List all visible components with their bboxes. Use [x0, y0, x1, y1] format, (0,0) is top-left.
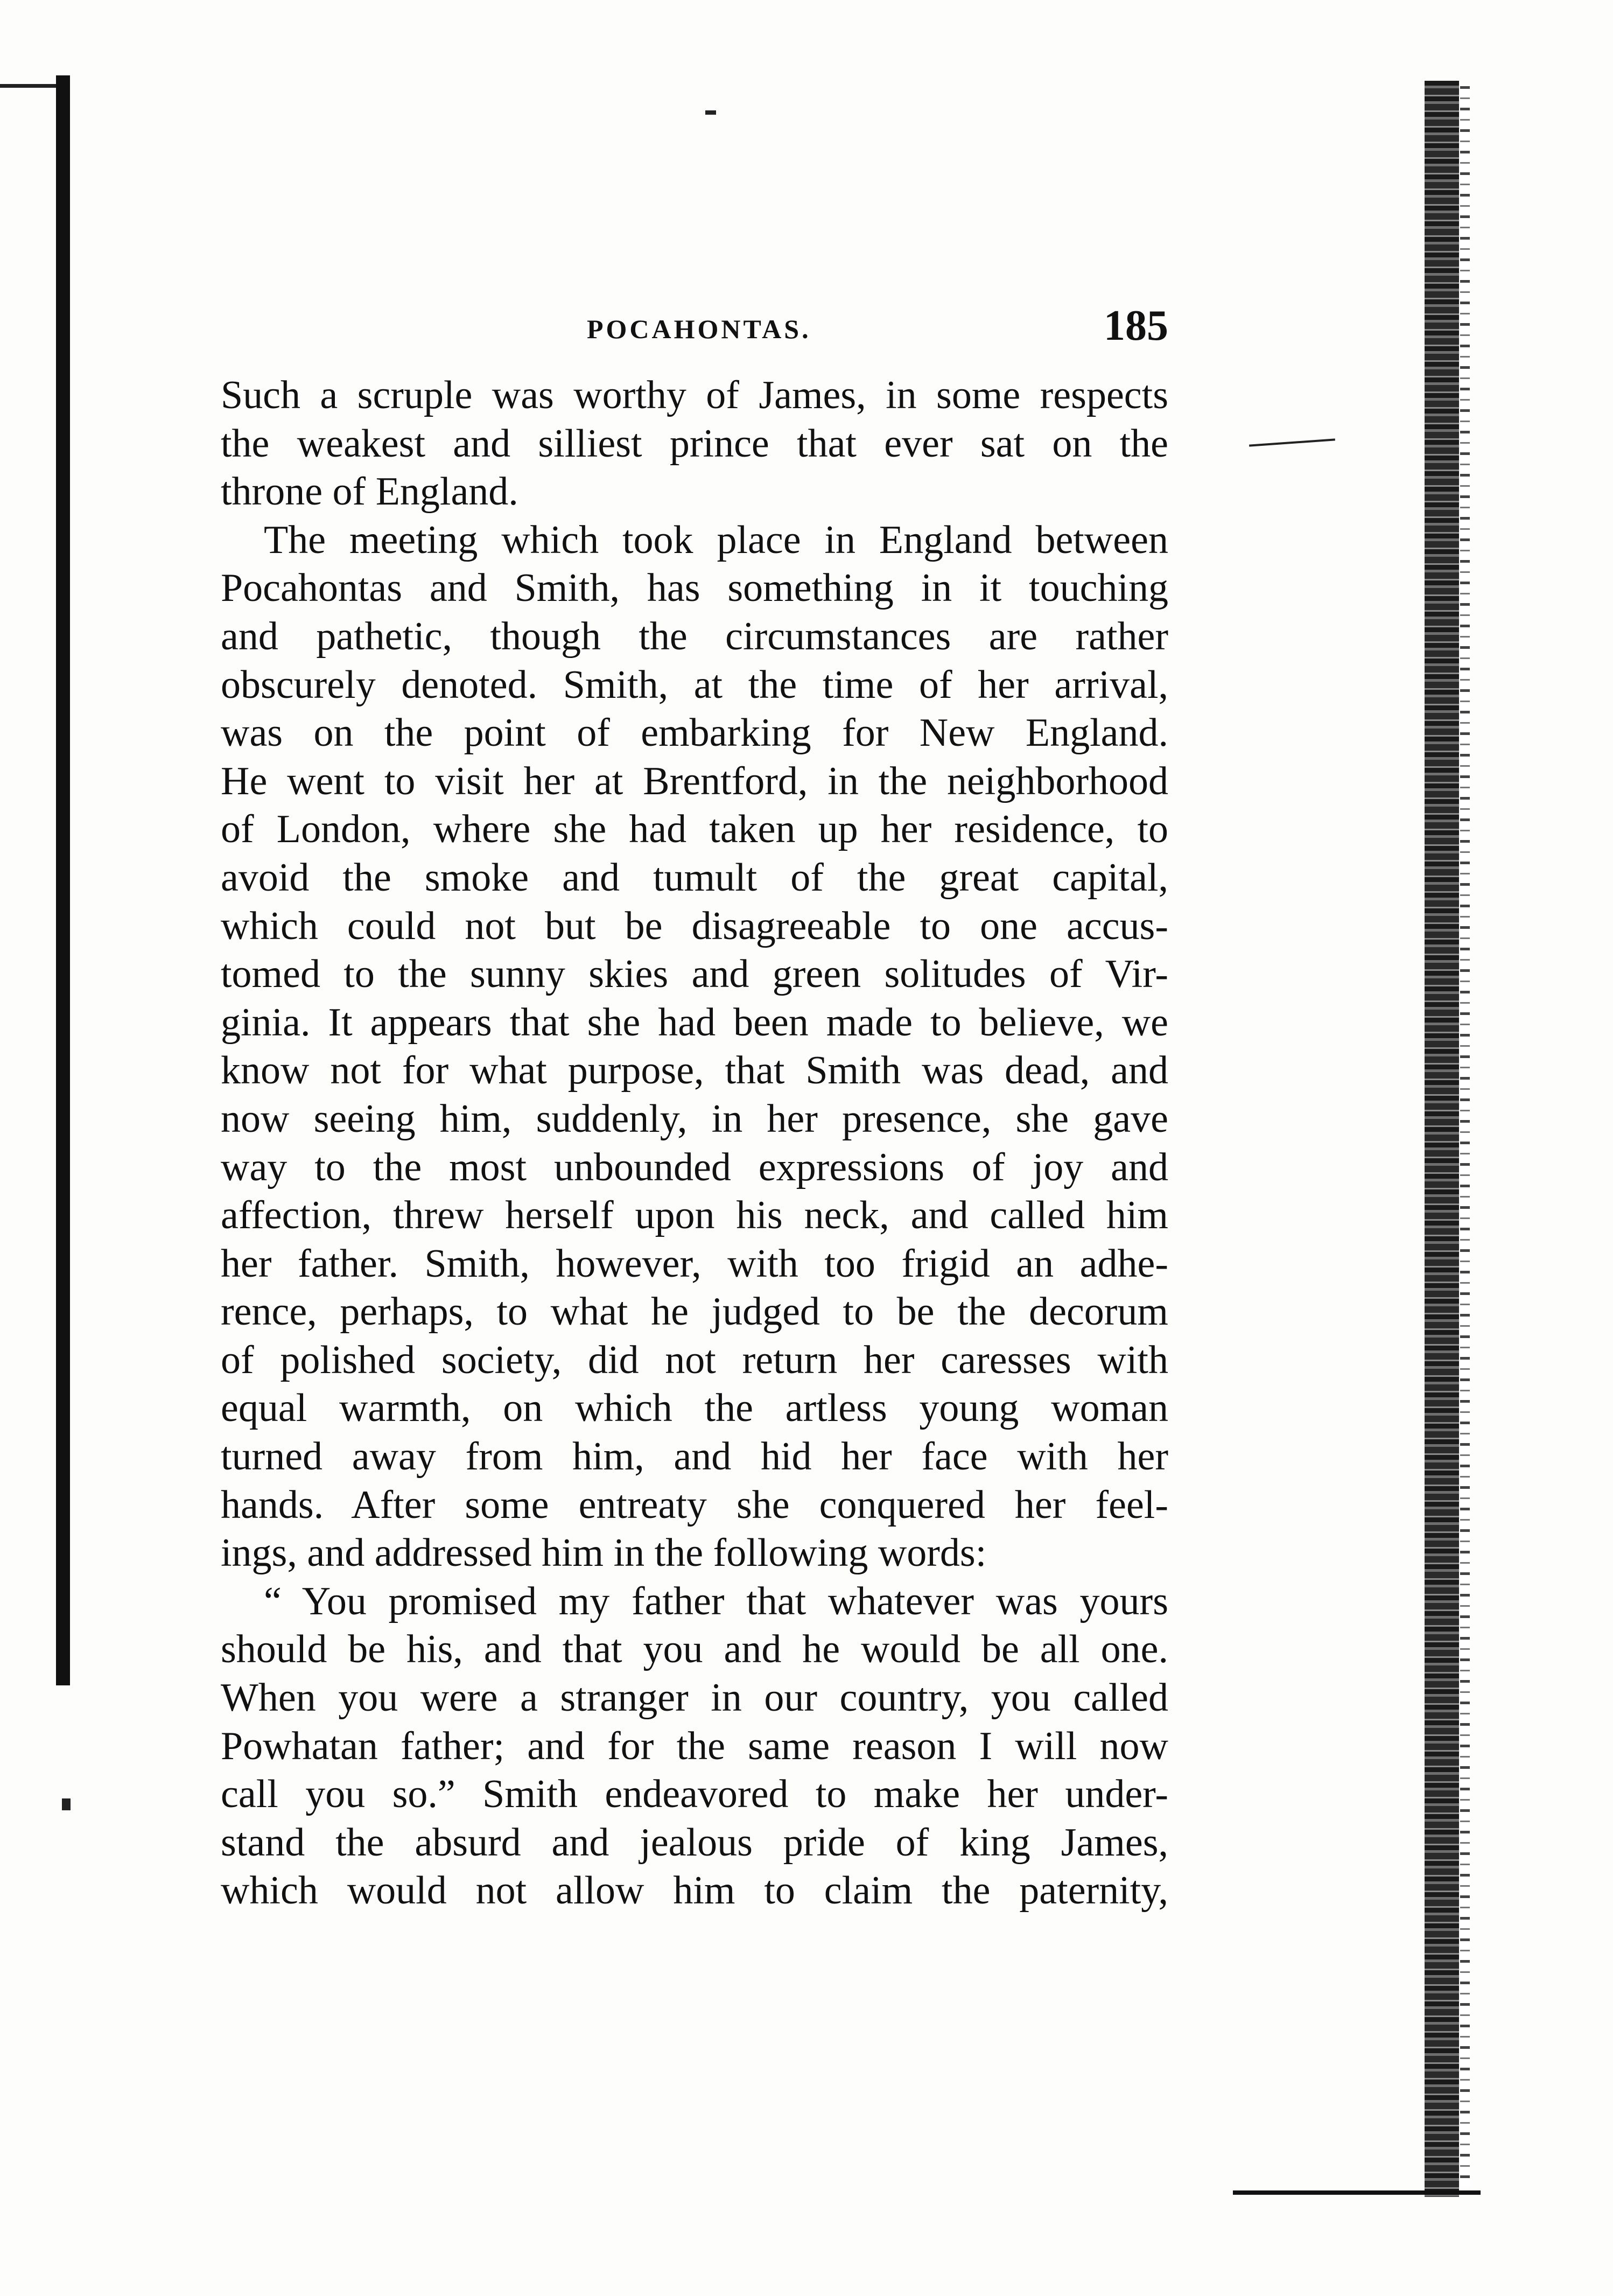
scan-binding-edge — [56, 75, 70, 1685]
text-line: was on the point of embarking for New England. — [221, 711, 1168, 755]
text-line: affection, threw herself upon his neck, and called him — [221, 1193, 1168, 1238]
page-header — [221, 302, 1168, 361]
text-line: which would not allow him to claim the paternity, — [221, 1868, 1168, 1913]
text-line: The meeting which took place in England between — [264, 517, 1168, 562]
paragraph — [221, 372, 1168, 516]
text-line: rence, perhaps, to what he judged to be the decorum — [221, 1290, 1168, 1334]
text-line: stand the absurd and jealous pride of king James, — [221, 1820, 1168, 1865]
text-line: her father. Smith, however, with too frigid an adhe- — [221, 1241, 1168, 1286]
scan-speck — [1249, 438, 1335, 446]
text-line: When you were a stranger in our country, you called — [221, 1676, 1168, 1720]
text-line: of polished society, did not return her caresses with — [221, 1338, 1168, 1382]
text-line: should be his, and that you and he would be all one. — [221, 1627, 1168, 1672]
page-number: 185 — [1104, 302, 1168, 349]
text-line: hands. After some entreaty she conquered her feel- — [221, 1482, 1168, 1527]
scan-page-edge — [1425, 81, 1459, 2197]
text-line: avoid the smoke and tumult of the great capital, — [221, 855, 1168, 900]
text-line: know not for what purpose, that Smith was dead, and — [221, 1048, 1168, 1093]
running-head: POCAHONTAS. — [587, 314, 811, 344]
text-line: which could not but be disagreeable to one accus- — [221, 904, 1168, 948]
text-line: the weakest and silliest prince that ever sat on the — [221, 421, 1168, 466]
text-line: obscurely denoted. Smith, at the time of her arrival, — [221, 662, 1168, 707]
scan-speck — [705, 110, 716, 115]
scan-speck — [62, 1798, 71, 1810]
text-line: turned away from him, and hid her face with her — [221, 1434, 1168, 1479]
text-line: ings, and addressed him in the following words: — [221, 1531, 987, 1576]
paragraph — [221, 516, 1168, 1578]
text-line: way to the most unbounded expressions of joy and — [221, 1145, 1168, 1189]
text-line: Pocahontas and Smith, has something in it touching — [221, 566, 1168, 611]
text-line: ginia. It appears that she had been made to believe, we — [221, 1000, 1168, 1045]
scan-bottom-edge — [1233, 2190, 1481, 2195]
scan-page-edge-shadow — [1460, 86, 1470, 2186]
text-line: and pathetic, though the circumstances are rather — [221, 614, 1168, 659]
paragraph — [221, 1578, 1168, 1915]
text-line: Powhatan father; and for the same reason I will now — [221, 1724, 1168, 1768]
text-line: Such a scruple was worthy of James, in some respects — [221, 373, 1168, 417]
text-line: of London, where she had taken up her residence, to — [221, 807, 1168, 852]
text-line: equal warmth, on which the artless young woman — [221, 1386, 1168, 1431]
text-line: call you so.” Smith endeavored to make her under- — [221, 1772, 1168, 1817]
body-text — [221, 372, 1168, 1915]
scan-edge-mark — [0, 84, 59, 88]
text-line: throne of England. — [221, 470, 518, 514]
text-line: He went to visit her at Brentford, in the neighborhood — [221, 759, 1168, 803]
text-line: “ You promised my father that whatever was yours — [264, 1579, 1168, 1623]
text-line: now seeing him, suddenly, in her presence, she gave — [221, 1096, 1168, 1141]
text-line: tomed to the sunny skies and green solitudes of Vir- — [221, 952, 1168, 997]
